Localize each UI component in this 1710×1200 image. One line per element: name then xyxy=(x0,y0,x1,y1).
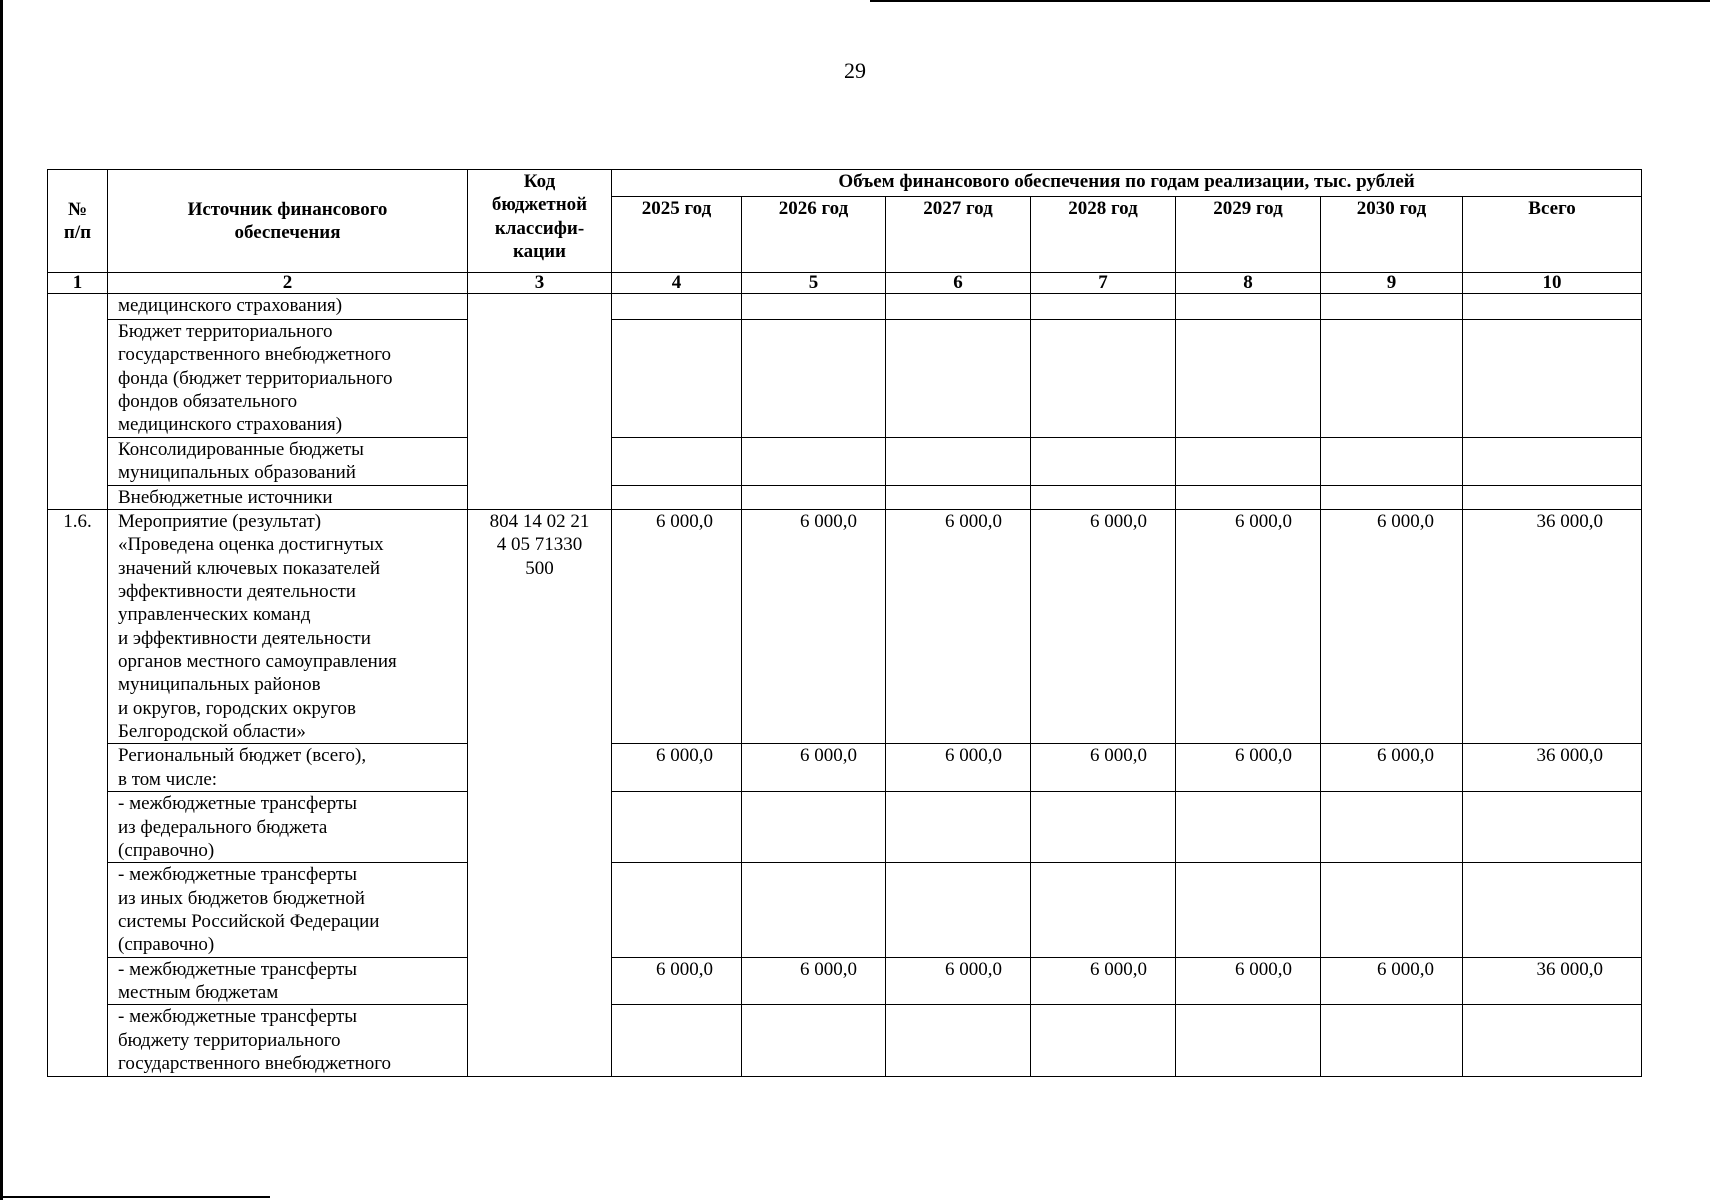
header-source: Источник финансового обеспечения xyxy=(108,170,468,273)
cell-2026 xyxy=(742,437,886,485)
column-index: 2 xyxy=(108,273,468,294)
cell-2028 xyxy=(1031,485,1176,509)
cell-2030: 6 000,0 xyxy=(1321,957,1463,1005)
cell-2029 xyxy=(1176,294,1321,320)
header-year-2025: 2025 год xyxy=(612,197,742,273)
cell-total xyxy=(1463,1005,1642,1076)
financing-table xyxy=(47,169,1642,1077)
cell-2025 xyxy=(612,863,742,957)
row-source: медицинского страхования) xyxy=(108,294,468,320)
cell-2028 xyxy=(1031,792,1176,863)
table-row xyxy=(48,485,1642,509)
cell-2028 xyxy=(1031,863,1176,957)
cell-total: 36 000,0 xyxy=(1463,957,1642,1005)
cell-2025 xyxy=(612,294,742,320)
cell-2027: 6 000,0 xyxy=(886,957,1031,1005)
cell-2025 xyxy=(612,485,742,509)
cell-2029 xyxy=(1176,1005,1321,1076)
cell-2030 xyxy=(1321,294,1463,320)
row-num xyxy=(48,294,108,510)
column-index: 9 xyxy=(1321,273,1463,294)
cell-total xyxy=(1463,294,1642,320)
header-year-2027: 2027 год xyxy=(886,197,1031,273)
row-source: Мероприятие (результат) «Проведена оценка достигнутых значений ключевых показателей эффективности деятельности управленческих команд и эффективности деятельности органов местного самоуправления муниципальных районов и округов, городских округов Белгородской области» xyxy=(108,509,468,744)
cell-2027 xyxy=(886,485,1031,509)
cell-2027: 6 000,0 xyxy=(886,509,1031,744)
scan-left-edge xyxy=(0,0,3,1200)
cell-2028 xyxy=(1031,294,1176,320)
table-row xyxy=(48,863,1642,957)
cell-2026 xyxy=(742,485,886,509)
cell-total xyxy=(1463,320,1642,438)
cell-2029: 6 000,0 xyxy=(1176,957,1321,1005)
header-year-2030: 2030 год xyxy=(1321,197,1463,273)
cell-2027 xyxy=(886,294,1031,320)
row-code: 804 14 02 21 4 05 71330 500 xyxy=(468,509,612,1076)
scan-top-line xyxy=(870,0,1710,2)
cell-2030 xyxy=(1321,792,1463,863)
cell-2025: 6 000,0 xyxy=(612,509,742,744)
column-index: 6 xyxy=(886,273,1031,294)
cell-2026 xyxy=(742,863,886,957)
cell-2030 xyxy=(1321,320,1463,438)
cell-2029 xyxy=(1176,485,1321,509)
cell-total: 36 000,0 xyxy=(1463,509,1642,744)
cell-2030 xyxy=(1321,863,1463,957)
cell-2025 xyxy=(612,437,742,485)
header-code: Код бюджетной классифи- кации xyxy=(468,170,612,273)
cell-total xyxy=(1463,792,1642,863)
cell-2027 xyxy=(886,792,1031,863)
cell-2029 xyxy=(1176,320,1321,438)
table-row xyxy=(48,957,1642,1005)
table-row xyxy=(48,294,1642,320)
cell-2027 xyxy=(886,437,1031,485)
column-index: 5 xyxy=(742,273,886,294)
header-total: Всего xyxy=(1463,197,1642,273)
header-year-2026: 2026 год xyxy=(742,197,886,273)
row-source: - межбюджетные трансферты из иных бюджетов бюджетной системы Российской Федерации (справочно) xyxy=(108,863,468,957)
cell-2027 xyxy=(886,320,1031,438)
header-year-2028: 2028 год xyxy=(1031,197,1176,273)
cell-2027 xyxy=(886,863,1031,957)
cell-2025: 6 000,0 xyxy=(612,957,742,1005)
column-index: 4 xyxy=(612,273,742,294)
cell-2026: 6 000,0 xyxy=(742,509,886,744)
table-row xyxy=(48,509,1642,744)
cell-2030: 6 000,0 xyxy=(1321,509,1463,744)
cell-2029 xyxy=(1176,792,1321,863)
cell-2028 xyxy=(1031,437,1176,485)
header-num: № п/п xyxy=(48,170,108,273)
table-row xyxy=(48,792,1642,863)
cell-2025 xyxy=(612,320,742,438)
cell-2026 xyxy=(742,792,886,863)
header-year-2029: 2029 год xyxy=(1176,197,1321,273)
cell-2025 xyxy=(612,1005,742,1076)
cell-2026 xyxy=(742,1005,886,1076)
cell-2029: 6 000,0 xyxy=(1176,509,1321,744)
cell-total xyxy=(1463,863,1642,957)
column-index: 1 xyxy=(48,273,108,294)
cell-2029 xyxy=(1176,863,1321,957)
cell-2027 xyxy=(886,1005,1031,1076)
table-row xyxy=(48,437,1642,485)
cell-2030: 6 000,0 xyxy=(1321,744,1463,792)
scan-bottom-line xyxy=(0,1196,270,1198)
cell-total: 36 000,0 xyxy=(1463,744,1642,792)
header-volume: Объем финансового обеспечения по годам реализации, тыс. рублей xyxy=(612,170,1642,197)
cell-2028: 6 000,0 xyxy=(1031,957,1176,1005)
cell-2026 xyxy=(742,294,886,320)
row-source: Консолидированные бюджеты муниципальных образований xyxy=(108,437,468,485)
row-source: Бюджет территориального государственного внебюджетного фонда (бюджет территориального фондов обязательного медицинского страхования) xyxy=(108,320,468,438)
cell-2026: 6 000,0 xyxy=(742,744,886,792)
cell-2030 xyxy=(1321,437,1463,485)
column-index: 7 xyxy=(1031,273,1176,294)
cell-2025: 6 000,0 xyxy=(612,744,742,792)
cell-2028 xyxy=(1031,320,1176,438)
row-source: - межбюджетные трансферты местным бюджетам xyxy=(108,957,468,1005)
table-row xyxy=(48,320,1642,438)
cell-2028 xyxy=(1031,1005,1176,1076)
row-code xyxy=(468,294,612,510)
row-source: Региональный бюджет (всего), в том числе: xyxy=(108,744,468,792)
column-index: 3 xyxy=(468,273,612,294)
cell-total xyxy=(1463,485,1642,509)
row-source: - межбюджетные трансферты бюджету территориального государственного внебюджетного xyxy=(108,1005,468,1076)
cell-2025 xyxy=(612,792,742,863)
cell-2029 xyxy=(1176,437,1321,485)
cell-2030 xyxy=(1321,485,1463,509)
cell-2028: 6 000,0 xyxy=(1031,509,1176,744)
cell-2026 xyxy=(742,320,886,438)
cell-total xyxy=(1463,437,1642,485)
cell-2028: 6 000,0 xyxy=(1031,744,1176,792)
column-index: 8 xyxy=(1176,273,1321,294)
row-num: 1.6. xyxy=(48,509,108,1076)
column-index: 10 xyxy=(1463,273,1642,294)
cell-2027: 6 000,0 xyxy=(886,744,1031,792)
row-source: Внебюджетные источники xyxy=(108,485,468,509)
page-number: 29 xyxy=(844,58,866,83)
table-row xyxy=(48,1005,1642,1076)
row-source: - межбюджетные трансферты из федерального бюджета (справочно) xyxy=(108,792,468,863)
cell-2026: 6 000,0 xyxy=(742,957,886,1005)
cell-2029: 6 000,0 xyxy=(1176,744,1321,792)
table-row xyxy=(48,744,1642,792)
cell-2030 xyxy=(1321,1005,1463,1076)
